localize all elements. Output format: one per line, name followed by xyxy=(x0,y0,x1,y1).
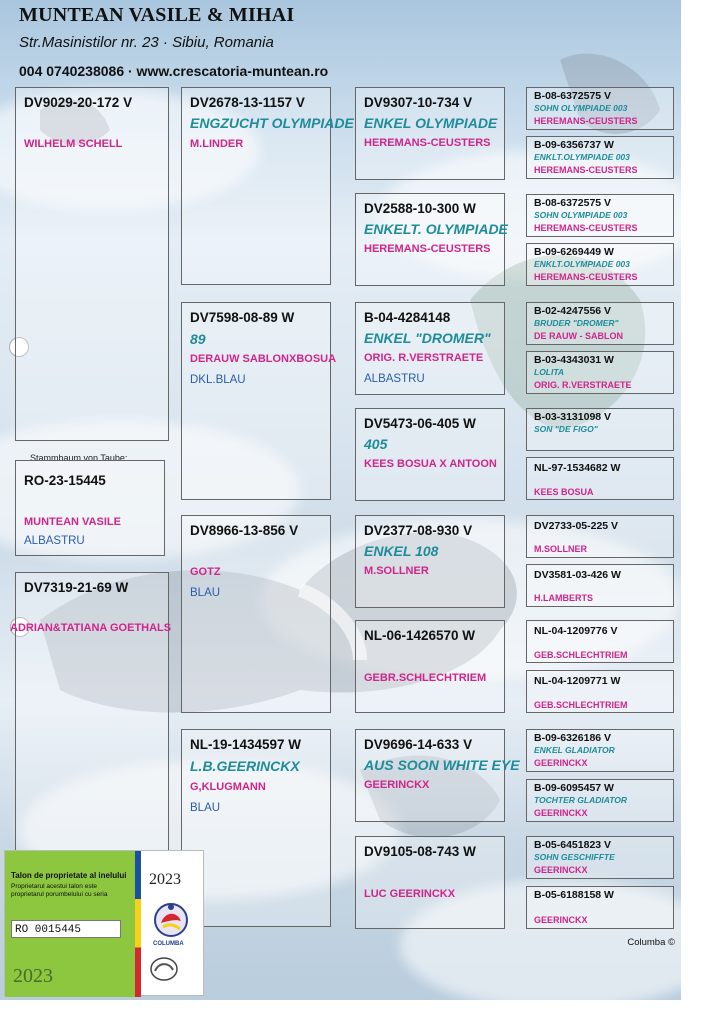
great-grandparent-nickname: 405 xyxy=(364,436,388,452)
g4-breeder: GEB.SCHLECHTRIEM xyxy=(534,700,628,710)
ticket-year-right: 2023 xyxy=(149,871,181,888)
fci-logo-icon xyxy=(149,956,179,982)
great-grandparent-nickname: ENKEL 108 xyxy=(364,543,439,559)
g4-ring: NL-04-1209776 V xyxy=(534,625,618,637)
great-grandparent-card[interactable] xyxy=(355,836,505,929)
g4-ring: DV2733-05-225 V xyxy=(534,520,619,532)
dam-ring: DV7319-21-69 W xyxy=(24,580,129,595)
columba-logo-icon xyxy=(153,901,189,939)
ticket-ring-number: RO 0015445 xyxy=(11,920,121,938)
g4-nickname: ENKEL GLADIATOR xyxy=(534,745,615,755)
g4-card[interactable] xyxy=(526,302,674,345)
grandparent-breeder: M.LINDER xyxy=(190,138,244,150)
flag-stripe xyxy=(135,851,141,997)
great-grandparent-ring: DV5473-06-405 W xyxy=(364,416,476,431)
g4-nickname: ENKLT.OLYMPIADE 003 xyxy=(534,259,630,269)
ticket-year: 2023 xyxy=(13,965,53,987)
subject-color: ALBASTRU xyxy=(24,535,85,547)
great-grandparent-breeder: GEBR.SCHLECHTRIEM xyxy=(364,672,487,684)
great-grandparent-color: ALBASTRU xyxy=(364,373,425,385)
g4-breeder: H.LAMBERTS xyxy=(534,593,593,603)
g4-ring: B-05-6451823 V xyxy=(534,839,612,851)
great-grandparent-ring: DV9696-14-633 V xyxy=(364,737,473,752)
ownership-ticket xyxy=(4,850,204,996)
g4-ring: B-09-6269449 W xyxy=(534,246,614,258)
g4-card[interactable] xyxy=(526,729,674,772)
g4-nickname: ENKLT.OLYMPIADE 003 xyxy=(534,152,630,162)
great-grandparent-breeder: HEREMANS-CEUSTERS xyxy=(364,137,491,149)
g4-breeder: HEREMANS-CEUSTERS xyxy=(534,116,638,126)
great-grandparent-ring: DV9307-10-734 V xyxy=(364,95,473,110)
great-grandparent-nickname: ENKELT. OLYMPIADE xyxy=(364,221,508,237)
g4-nickname: LOLITA xyxy=(534,367,565,377)
great-grandparent-nickname: ENKEL "DROMER" xyxy=(364,330,491,346)
subject-ring: RO-23-15445 xyxy=(24,473,106,488)
dam-card[interactable] xyxy=(10,572,172,862)
g4-nickname: SOHN GESCHIFFTE xyxy=(534,852,615,862)
g4-card[interactable] xyxy=(526,351,674,394)
grandparent-nickname: 89 xyxy=(190,331,206,347)
grandparent-card[interactable] xyxy=(181,302,337,500)
great-grandparent-ring: NL-06-1426570 W xyxy=(364,628,476,643)
g4-breeder: ORIG. R.VERSTRAETE xyxy=(534,380,632,390)
grandparent-color: BLAU xyxy=(190,802,221,814)
great-grandparent-breeder: LUC GEERINCKX xyxy=(364,888,456,900)
subject-card[interactable] xyxy=(15,460,165,556)
sire-breeder: WILHELM SCHELL xyxy=(24,138,123,150)
ticket-logo-text: COLUMBA xyxy=(153,941,184,947)
grandparent-ring: DV7598-08-89 W xyxy=(190,310,295,325)
grandparent-card[interactable] xyxy=(181,515,331,713)
g4-card[interactable] xyxy=(526,87,674,130)
g4-ring: B-05-6188158 W xyxy=(534,889,614,901)
grandparent-color: BLAU xyxy=(190,587,221,599)
g4-breeder: GEERINCKX xyxy=(534,758,588,768)
subject-breeder: MUNTEAN VASILE xyxy=(24,516,121,528)
grandparent-breeder: GOTZ xyxy=(190,566,221,578)
great-grandparent-card[interactable] xyxy=(355,302,505,395)
sire-card[interactable] xyxy=(15,87,169,441)
breeder-contact: 004 0740238086 · www.crescatoria-muntean.ro xyxy=(19,63,329,79)
g4-breeder: GEB.SCHLECHTRIEM xyxy=(534,650,628,660)
g4-nickname: BRUDER "DROMER" xyxy=(534,318,619,328)
g4-ring: NL-04-1209771 W xyxy=(534,675,621,687)
great-grandparent-ring: DV9105-08-743 W xyxy=(364,844,476,859)
g4-card[interactable] xyxy=(526,408,674,451)
copyright-credit: Columba © xyxy=(627,937,675,948)
great-grandparent-card[interactable] xyxy=(355,620,505,713)
g4-card[interactable] xyxy=(526,243,674,286)
dam-breeder: ADRIAN&TATIANA GOETHALS xyxy=(10,622,172,634)
great-grandparent-breeder: GEERINCKX xyxy=(364,779,430,791)
g4-ring: B-09-6326186 V xyxy=(534,732,612,744)
great-grandparent-breeder: KEES BOSUA X ANTOON xyxy=(364,458,497,470)
great-grandparent-card[interactable] xyxy=(355,193,508,286)
sire-ring: DV9029-20-172 V xyxy=(24,95,133,110)
g4-nickname: SOHN OLYMPIADE 003 xyxy=(534,103,628,113)
great-grandparent-nickname: ENKEL OLYMPIADE xyxy=(364,115,498,131)
grandparent-breeder: DERAUW SABLONXBOSUA xyxy=(190,353,337,365)
g4-card[interactable] xyxy=(526,886,674,929)
grandparent-ring: NL-19-1434597 W xyxy=(190,737,302,752)
g4-card[interactable] xyxy=(526,457,674,500)
g4-breeder: HEREMANS-CEUSTERS xyxy=(534,165,638,175)
g4-breeder: HEREMANS-CEUSTERS xyxy=(534,223,638,233)
great-grandparent-ring: DV2588-10-300 W xyxy=(364,201,476,216)
great-grandparent-card[interactable] xyxy=(355,515,505,608)
great-grandparent-breeder: HEREMANS-CEUSTERS xyxy=(364,243,491,255)
g4-breeder: GEERINCKX xyxy=(534,808,588,818)
grandparent-color: DKL.BLAU xyxy=(190,374,246,386)
g4-ring: B-09-6356737 W xyxy=(534,139,614,151)
g4-breeder: DE RAUW - SABLON xyxy=(534,331,623,341)
g4-nickname: SON "DE FIGO" xyxy=(534,424,598,434)
grandparent-card[interactable] xyxy=(181,87,354,285)
great-grandparent-breeder: ORIG. R.VERSTRAETE xyxy=(364,352,484,364)
g4-breeder: HEREMANS-CEUSTERS xyxy=(534,272,638,282)
g4-ring: B-02-4247556 V xyxy=(534,305,612,317)
grandparent-breeder: G,KLUGMANN xyxy=(190,781,266,793)
g4-ring: DV3581-03-426 W xyxy=(534,569,621,581)
g4-card[interactable] xyxy=(526,836,674,879)
g4-breeder: GEERINCKX xyxy=(534,915,588,925)
great-grandparent-breeder: M.SOLLNER xyxy=(364,565,429,577)
g4-card[interactable] xyxy=(526,779,674,822)
grandparent-ring: DV2678-13-1157 V xyxy=(190,95,305,110)
g4-nickname: SOHN OLYMPIADE 003 xyxy=(534,210,628,220)
g4-card[interactable] xyxy=(526,620,674,663)
g4-ring: B-09-6095457 W xyxy=(534,782,614,794)
grandparent-nickname: L.B.GEERINCKX xyxy=(190,758,300,774)
g4-ring: NL-97-1534682 W xyxy=(534,462,621,474)
great-grandparent-ring: B-04-4284148 xyxy=(364,310,451,325)
g4-ring: B-03-3131098 V xyxy=(534,411,612,423)
ticket-title: Talon de proprietate al inelului xyxy=(11,871,127,880)
g4-card[interactable] xyxy=(526,515,674,558)
g4-breeder: GEERINCKX xyxy=(534,865,588,875)
g4-nickname: TOCHTER GLADIATOR xyxy=(534,795,628,805)
g4-ring: B-03-4343031 W xyxy=(534,354,614,366)
g4-breeder: M.SOLLNER xyxy=(534,544,587,554)
grandparent-ring: DV8966-13-856 V xyxy=(190,523,299,538)
g4-ring: B-08-6372575 V xyxy=(534,197,612,209)
pedigree-label: Stammbaum von Taube: xyxy=(30,453,128,463)
breeder-address: Str.Masinistilor nr. 23 · Sibiu, Romania xyxy=(19,34,274,51)
great-grandparent-card[interactable] xyxy=(355,729,520,822)
great-grandparent-card[interactable] xyxy=(355,408,505,501)
great-grandparent-card[interactable] xyxy=(355,87,505,180)
ticket-text: Proprietarul acestui talon este proprietarul porumbelului cu seria xyxy=(11,883,108,898)
g4-card[interactable] xyxy=(526,564,674,607)
grandparent-nickname: ENGZUCHT OLYMPIADE xyxy=(190,115,354,131)
g4-breeder: KEES BOSUA xyxy=(534,487,594,497)
g4-ring: B-08-6372575 V xyxy=(534,90,612,102)
g4-card[interactable] xyxy=(526,136,674,179)
g4-card[interactable] xyxy=(526,194,674,237)
breeder-title: MUNTEAN VASILE & MIHAI xyxy=(19,4,295,26)
great-grandparent-ring: DV2377-08-930 V xyxy=(364,523,473,538)
g4-card[interactable] xyxy=(526,670,674,713)
great-grandparent-nickname: AUS SOON WHITE EYE xyxy=(364,757,520,773)
